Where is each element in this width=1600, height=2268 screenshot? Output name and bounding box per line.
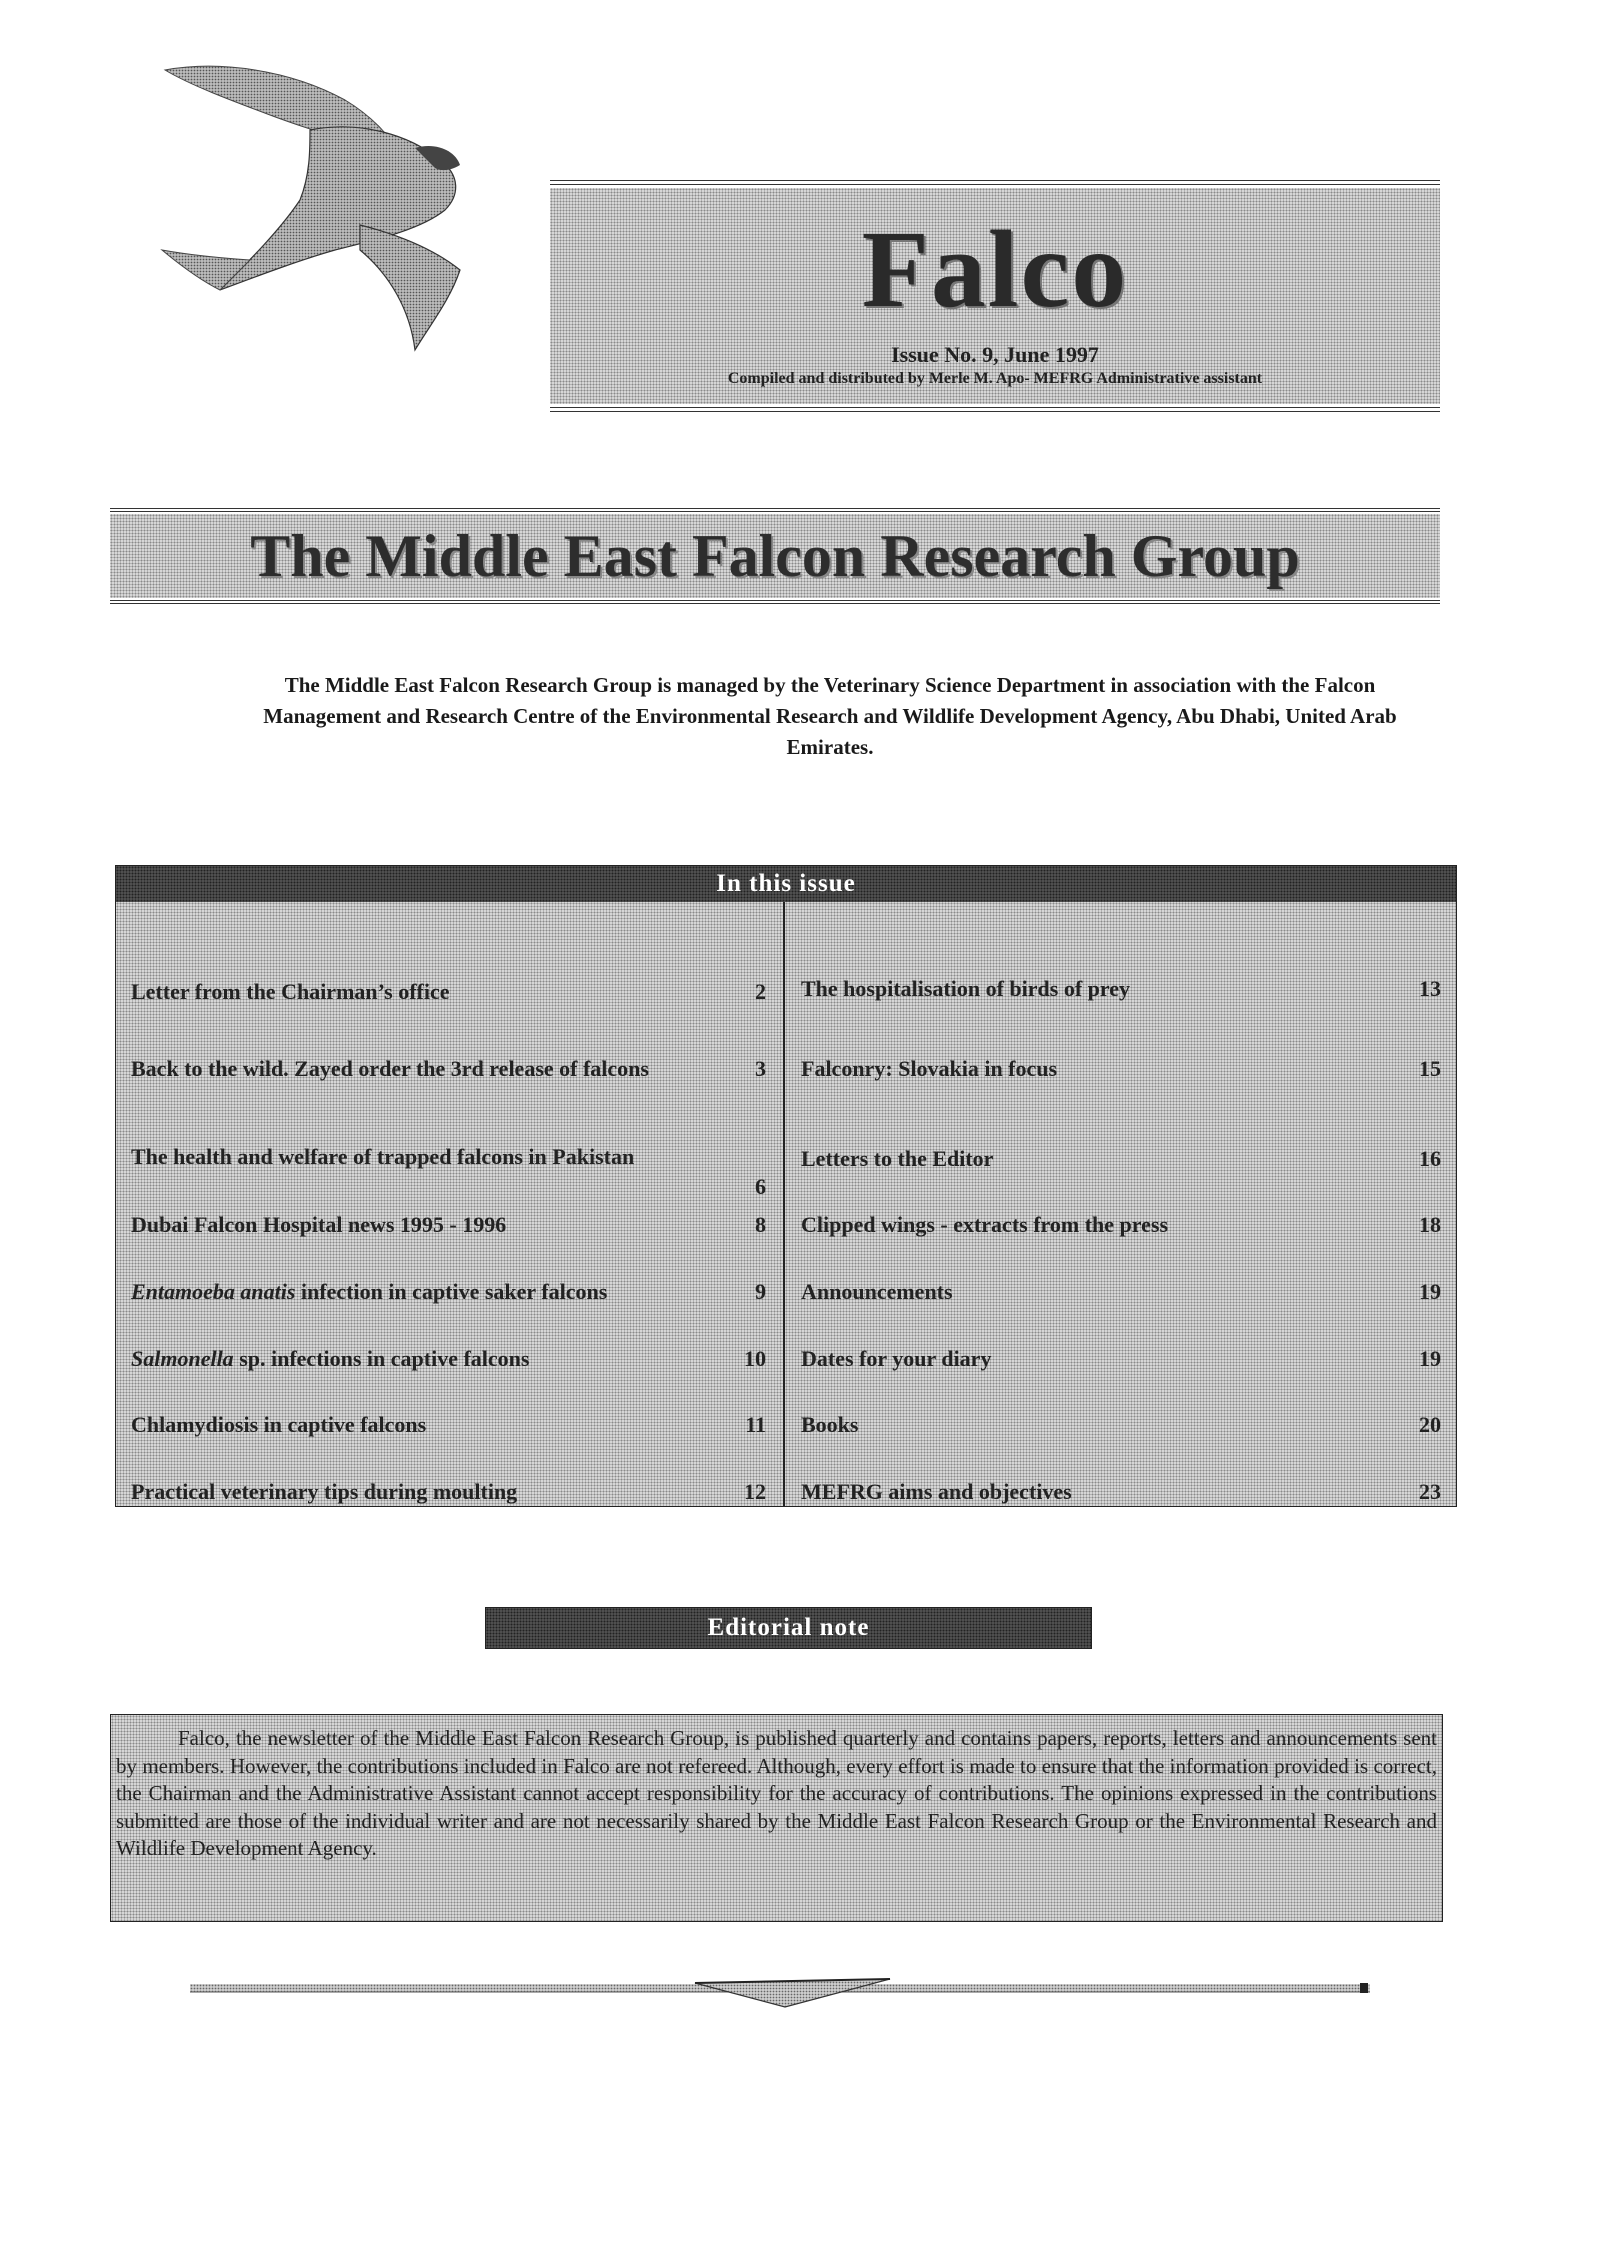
compiled-by-line: Compiled and distributed by Merle M. Apo- MEFRG Administrative assistant [727,370,1263,387]
toc-item-page: 18 [1419,1212,1441,1237]
toc-item-page: 20 [1419,1412,1441,1437]
toc-item[interactable] [801,1344,1441,1374]
toc-item-page: 19 [1419,1346,1441,1371]
toc-item[interactable] [801,1210,1441,1240]
toc-item-page: 2 [755,979,766,1004]
toc-item[interactable] [131,1410,766,1440]
toc-item-title: The hospitalisation of birds of prey [801,976,1131,1001]
toc-item-title: Chlamydiosis in captive falcons [131,1412,427,1437]
toc-item[interactable] [131,1477,766,1507]
toc-item-page: 12 [744,1479,766,1504]
toc-item[interactable] [801,974,1441,1004]
toc-divider [783,902,785,1506]
toc-item[interactable] [131,1210,766,1240]
toc-item-title: Dubai Falcon Hospital news 1995 - 1996 [131,1212,507,1237]
toc-item[interactable] [801,1144,1441,1174]
toc-item[interactable] [131,1054,766,1084]
toc-item[interactable] [131,1344,766,1374]
toc-item-title: Books [801,1412,859,1437]
toc-item-title-italic: Entamoeba anatis [131,1279,296,1304]
toc-header: In this issue [116,866,1456,902]
toc-item-page: 6 [755,1174,766,1199]
toc-item-title: Practical veterinary tips during moulting [131,1479,518,1504]
toc-item-title: Letters to the Editor [801,1146,994,1171]
table-of-contents [115,865,1457,1507]
newsletter-title: Falco [861,208,1129,330]
toc-item[interactable] [131,1142,766,1202]
toc-item[interactable] [801,1054,1441,1084]
toc-item[interactable] [801,1277,1441,1307]
editorial-box [110,1714,1443,1922]
toc-item-page: 13 [1419,976,1441,1001]
toc-item-title: sp. infections in captive falcons [233,1346,530,1371]
toc-item-title: Clipped wings - extracts from the press [801,1212,1169,1237]
falcon-logo [160,60,500,360]
toc-item-title: Letter from the Chairman’s office [131,979,450,1004]
toc-item-page: 9 [755,1279,766,1304]
toc-item[interactable] [131,977,766,1007]
editorial-text: Falco, the newsletter of the Middle East Falcon Research Group, is published quarterly and contains papers, reports, letters and announcements sent by members. However, the contributions included in Falco are not refereed. Although, every effort is made to ensure that the information provided is correct, the Chairman and the Administrative Assistant cannot accept responsibility for the accuracy of contributions. The opinions expressed in the contributions submitted are those of the individual writer and are not necessarily shared by the Middle East Falcon Research Group or the Environmental Research and Wildlife Development Agency. [116,1726,1437,1860]
toc-item-title: Dates for your diary [801,1346,992,1371]
toc-item[interactable] [131,1277,766,1307]
toc-item-title: The health and welfare of trapped falcons in Pakistan [131,1144,635,1169]
organisation-banner [110,508,1440,604]
footer-ornament [190,1975,1370,2025]
toc-item-page: 16 [1419,1146,1441,1171]
organisation-intro: The Middle East Falcon Research Group is managed by the Veterinary Science Department in association with the Falcon Management and Research Centre of the Environmental Research and Wildlife Development Agency, Abu Dhabi, United Arab Emirates. [263,673,1397,759]
toc-item[interactable] [801,1410,1441,1440]
toc-item-page: 8 [755,1212,766,1237]
toc-item-title: Back to the wild. Zayed order the 3rd release of falcons [131,1056,649,1081]
toc-item-page: 11 [745,1412,766,1437]
toc-item-page: 3 [755,1056,766,1081]
toc-item-page: 23 [1419,1479,1441,1504]
issue-line: Issue No. 9, June 1997 [891,342,1099,367]
toc-item-title: Announcements [801,1279,953,1304]
toc-item[interactable] [801,1477,1441,1507]
editorial-header: Editorial note [485,1607,1092,1649]
toc-item-title-italic: Salmonella [131,1346,234,1371]
toc-item-title: infection in captive saker falcons [295,1279,608,1304]
toc-item-title: MEFRG aims and objectives [801,1479,1072,1504]
toc-body [116,902,1456,1506]
toc-item-page: 10 [744,1346,766,1371]
masthead [550,180,1440,412]
organisation-title: The Middle East Falcon Research Group [250,523,1300,589]
toc-item-page: 15 [1419,1056,1441,1081]
toc-item-page: 19 [1419,1279,1441,1304]
toc-item-title: Falconry: Slovakia in focus [801,1056,1058,1081]
